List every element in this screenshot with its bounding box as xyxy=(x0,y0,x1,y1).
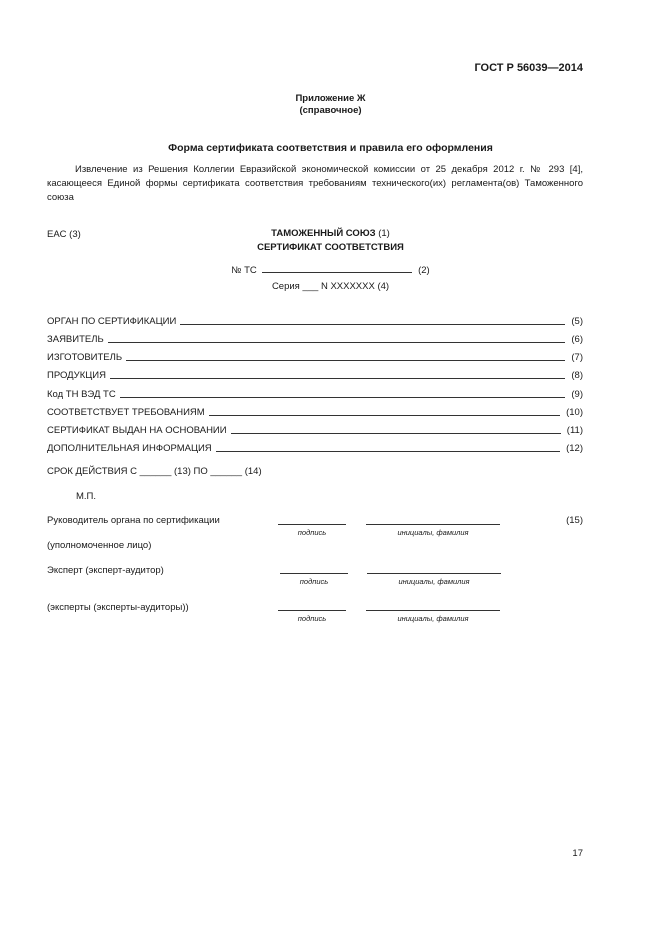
expert-label: Эксперт (эксперт-аудитор) xyxy=(47,565,164,576)
field-line xyxy=(231,433,561,434)
field-row-product xyxy=(47,367,583,381)
head-label: Руководитель органа по сертификации xyxy=(47,515,220,526)
field-row-certification-body xyxy=(47,313,583,327)
field-label: ИЗГОТОВИТЕЛЬ xyxy=(47,352,123,363)
form-title: Форма сертификата соответствия и правила его оформления xyxy=(168,142,493,154)
field-num: (8) xyxy=(571,370,583,381)
tc-num: (2) xyxy=(418,265,430,276)
head-signature-caption: подпись xyxy=(297,528,327,537)
field-line xyxy=(108,342,566,343)
expert-signature-line xyxy=(280,573,348,574)
field-label: ПРОДУКЦИЯ xyxy=(47,370,106,381)
expert-signature-caption: подпись xyxy=(299,577,329,586)
tc-blank xyxy=(262,264,412,273)
head-num: (15) xyxy=(566,515,583,526)
experts-label: (эксперты (эксперты-аудиторы)) xyxy=(47,602,189,613)
field-row-manufacturer xyxy=(47,349,583,363)
expert-name-line xyxy=(367,573,501,574)
annex-title: Приложение Ж xyxy=(295,93,366,104)
extract-paragraph: Извлечение из Решения Коллегии Евразийской экономической комиссии от 25 декабря 2012 г. № 293 [4], касающееся Единой формы сертификата соответствия требованиям технического(их) регламента(ов) Таможенного союза xyxy=(47,164,583,203)
stamp-mark: М.П. xyxy=(76,491,97,502)
experts-name-caption: инициалы, фамилия xyxy=(397,614,469,623)
certificate-title: СЕРТИФИКАТ СООТВЕТСТВИЯ xyxy=(257,242,404,253)
annex-subtitle: (справочное) xyxy=(299,105,362,116)
head-sub-label: (уполномоченное лицо) xyxy=(47,540,152,551)
field-line xyxy=(180,324,565,325)
field-label: СООТВЕТСТВУЕТ ТРЕБОВАНИЯМ xyxy=(47,407,205,418)
field-line xyxy=(110,378,565,379)
experts-signature-line xyxy=(278,610,346,611)
tc-number-line xyxy=(0,264,661,276)
field-row-additional-info xyxy=(47,440,583,454)
field-num: (11) xyxy=(566,425,583,436)
union-name: ТАМОЖЕННЫЙ СОЮЗ xyxy=(271,228,376,239)
field-label: ДОПОЛНИТЕЛЬНАЯ ИНФОРМАЦИЯ xyxy=(47,443,212,454)
field-num: (9) xyxy=(571,389,583,400)
field-line xyxy=(216,451,560,452)
field-line xyxy=(126,360,565,361)
eac-mark: EAC (3) xyxy=(47,229,81,240)
validity-line: СРОК ДЕЙСТВИЯ С ______ (13) ПО ______ (14) xyxy=(47,466,262,477)
field-label: СЕРТИФИКАТ ВЫДАН НА ОСНОВАНИИ xyxy=(47,425,227,436)
field-num: (7) xyxy=(571,352,583,363)
field-row-requirements xyxy=(47,404,583,418)
field-num: (6) xyxy=(571,334,583,345)
union-num: (1) xyxy=(378,228,390,239)
field-line xyxy=(209,415,560,416)
field-row-hs-code xyxy=(47,386,583,400)
expert-name-caption: инициалы, фамилия xyxy=(398,577,470,586)
field-label: ЗАЯВИТЕЛЬ xyxy=(47,334,104,345)
field-num: (5) xyxy=(571,316,583,327)
field-label: Код ТН ВЭД ТС xyxy=(47,389,116,400)
document-code: ГОСТ Р 56039—2014 xyxy=(474,62,583,74)
field-num: (12) xyxy=(566,443,583,454)
customs-union-heading xyxy=(0,228,661,239)
field-num: (10) xyxy=(566,407,583,418)
tc-label: № ТС xyxy=(231,265,257,276)
series-line: Серия ___ N XXXXXXX (4) xyxy=(271,281,390,292)
page-number: 17 xyxy=(572,848,583,859)
field-line xyxy=(120,397,566,398)
experts-signature-caption: подпись xyxy=(297,614,327,623)
field-row-applicant xyxy=(47,331,583,345)
field-label: ОРГАН ПО СЕРТИФИКАЦИИ xyxy=(47,316,177,327)
head-name-caption: инициалы, фамилия xyxy=(397,528,469,537)
field-row-issued-basis xyxy=(47,422,583,436)
experts-name-line xyxy=(366,610,500,611)
